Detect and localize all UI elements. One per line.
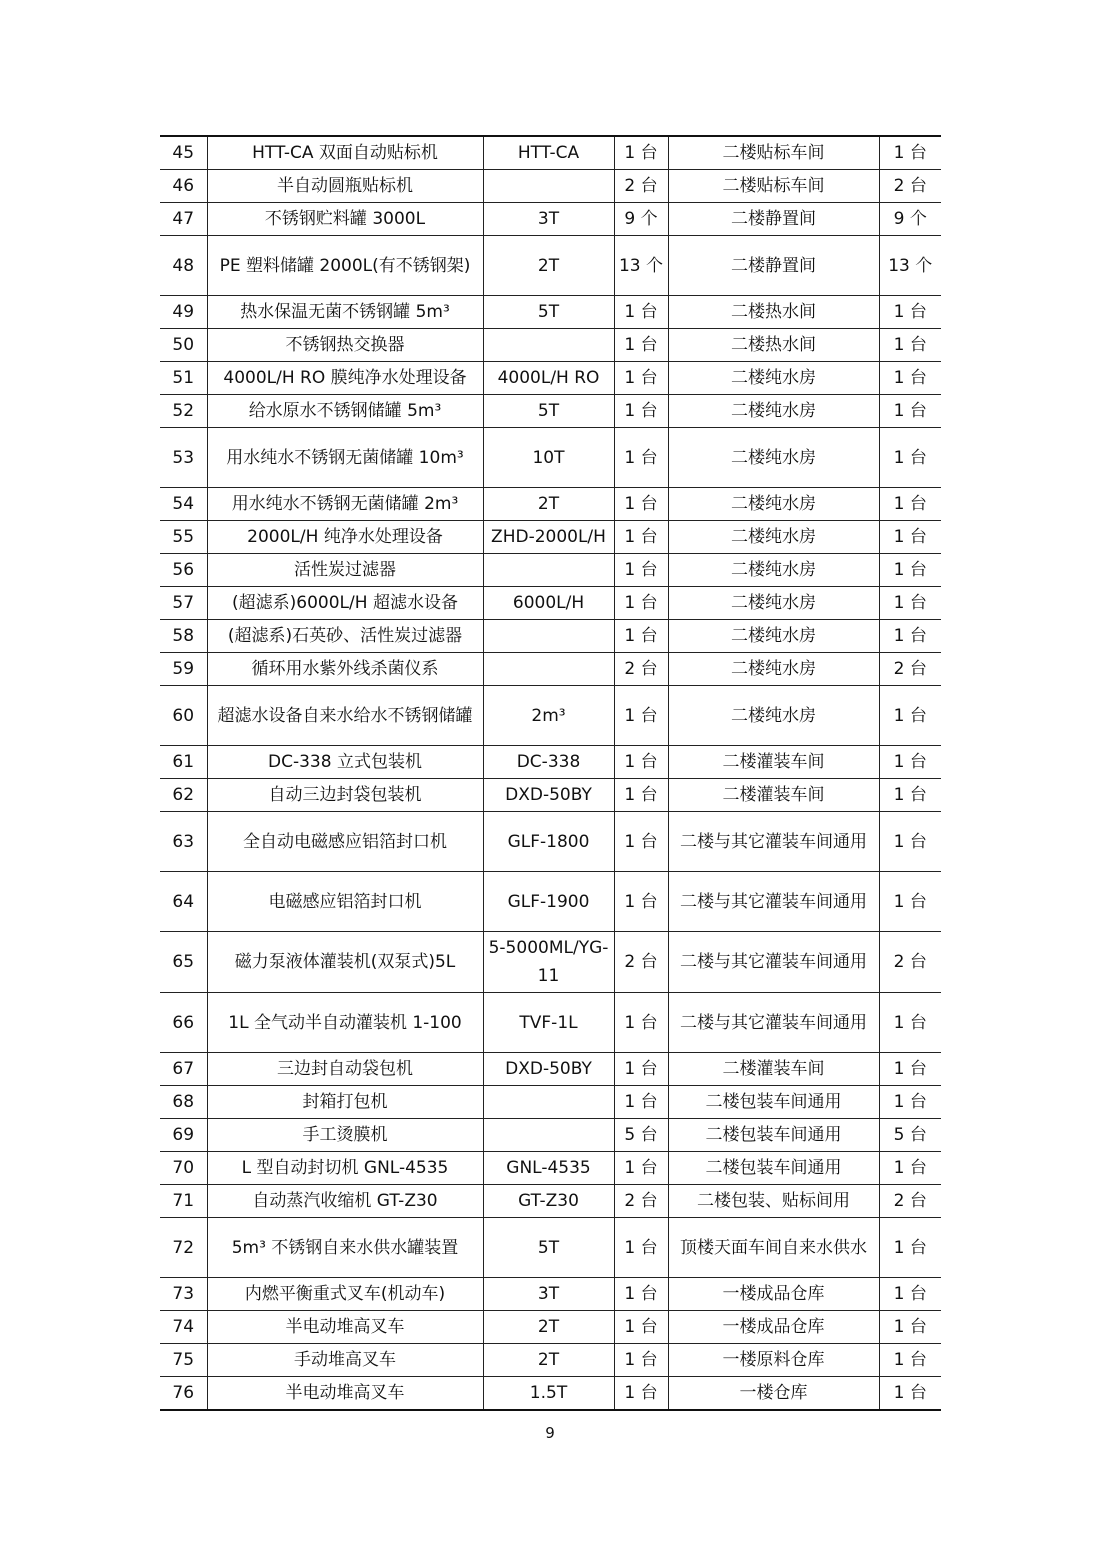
row-number: 64	[160, 872, 207, 932]
equipment-location: 二楼纯水房	[668, 488, 879, 521]
row-number: 67	[160, 1053, 207, 1086]
equipment-quantity: 5 台	[614, 1119, 668, 1152]
row-number: 52	[160, 395, 207, 428]
table-row	[160, 653, 941, 686]
equipment-name: 2000L/H 纯净水处理设备	[207, 521, 483, 554]
equipment-quantity: 1 台	[614, 395, 668, 428]
equipment-name: 用水纯水不锈钢无菌储罐 10m³	[207, 428, 483, 488]
equipment-quantity: 1 台	[614, 428, 668, 488]
row-number: 49	[160, 296, 207, 329]
equipment-location: 一楼成品仓库	[668, 1278, 879, 1311]
equipment-location: 二楼包装车间通用	[668, 1119, 879, 1152]
equipment-location: 顶楼天面车间自来水供水	[668, 1218, 879, 1278]
equipment-model: DC-338	[483, 746, 614, 779]
row-number: 74	[160, 1311, 207, 1344]
equipment-name: 5m³ 不锈钢自来水供水罐装置	[207, 1218, 483, 1278]
equipment-model: 5T	[483, 1218, 614, 1278]
equipment-name: 内燃平衡重式叉车(机动车)	[207, 1278, 483, 1311]
page-number: 9	[545, 1424, 555, 1442]
equipment-name: 半电动堆高叉车	[207, 1377, 483, 1411]
equipment-name: 用水纯水不锈钢无菌储罐 2m³	[207, 488, 483, 521]
equipment-quantity: 1 台	[614, 993, 668, 1053]
equipment-location: 二楼纯水房	[668, 620, 879, 653]
equipment-quantity: 1 台	[614, 1152, 668, 1185]
equipment-total: 1 台	[879, 395, 941, 428]
equipment-location: 一楼仓库	[668, 1377, 879, 1411]
equipment-location: 二楼与其它灌装车间通用	[668, 993, 879, 1053]
table-row	[160, 136, 941, 170]
equipment-location: 二楼热水间	[668, 296, 879, 329]
equipment-location: 二楼纯水房	[668, 686, 879, 746]
equipment-quantity: 1 台	[614, 1086, 668, 1119]
equipment-model: DXD-50BY	[483, 779, 614, 812]
equipment-name: 磁力泵液体灌装机(双泵式)5L	[207, 932, 483, 993]
equipment-location: 二楼纯水房	[668, 587, 879, 620]
row-number: 46	[160, 170, 207, 203]
table-row	[160, 296, 941, 329]
equipment-total: 2 台	[879, 1185, 941, 1218]
equipment-quantity: 1 台	[614, 812, 668, 872]
equipment-total: 1 台	[879, 587, 941, 620]
equipment-model: GLF-1900	[483, 872, 614, 932]
equipment-total: 1 台	[879, 1344, 941, 1377]
equipment-total: 1 台	[879, 1278, 941, 1311]
equipment-name: 活性炭过滤器	[207, 554, 483, 587]
equipment-model: HTT-CA	[483, 136, 614, 170]
equipment-total: 1 台	[879, 1152, 941, 1185]
equipment-quantity: 2 台	[614, 932, 668, 993]
row-number: 76	[160, 1377, 207, 1411]
table-row	[160, 554, 941, 587]
equipment-model: GLF-1800	[483, 812, 614, 872]
row-number: 73	[160, 1278, 207, 1311]
equipment-model: 6000L/H	[483, 587, 614, 620]
table-row	[160, 1344, 941, 1377]
equipment-name: 循环用水紫外线杀菌仪系	[207, 653, 483, 686]
equipment-model: 3T	[483, 203, 614, 236]
equipment-name: HTT-CA 双面自动贴标机	[207, 136, 483, 170]
equipment-model: 3T	[483, 1278, 614, 1311]
equipment-location: 二楼热水间	[668, 329, 879, 362]
table-row	[160, 329, 941, 362]
equipment-name: 给水原水不锈钢储罐 5m³	[207, 395, 483, 428]
equipment-total: 1 台	[879, 136, 941, 170]
table-row	[160, 1278, 941, 1311]
equipment-location: 二楼贴标车间	[668, 170, 879, 203]
equipment-model	[483, 170, 614, 203]
row-number: 48	[160, 236, 207, 296]
table-row	[160, 1185, 941, 1218]
equipment-model: 2T	[483, 1344, 614, 1377]
equipment-location: 二楼纯水房	[668, 554, 879, 587]
row-number: 63	[160, 812, 207, 872]
equipment-location: 二楼与其它灌装车间通用	[668, 932, 879, 993]
equipment-total: 1 台	[879, 746, 941, 779]
equipment-name: 自动蒸汽收缩机 GT-Z30	[207, 1185, 483, 1218]
equipment-model	[483, 620, 614, 653]
table-row	[160, 395, 941, 428]
equipment-quantity: 1 台	[614, 686, 668, 746]
equipment-location: 二楼静置间	[668, 203, 879, 236]
equipment-quantity: 9 个	[614, 203, 668, 236]
equipment-total: 1 台	[879, 620, 941, 653]
row-number: 75	[160, 1344, 207, 1377]
equipment-total: 1 台	[879, 872, 941, 932]
table-row	[160, 170, 941, 203]
equipment-name: 不锈钢贮料罐 3000L	[207, 203, 483, 236]
row-number: 53	[160, 428, 207, 488]
table-row	[160, 236, 941, 296]
equipment-model: GT-Z30	[483, 1185, 614, 1218]
equipment-total: 1 台	[879, 521, 941, 554]
equipment-location: 二楼与其它灌装车间通用	[668, 872, 879, 932]
equipment-model	[483, 1086, 614, 1119]
equipment-name: 封箱打包机	[207, 1086, 483, 1119]
equipment-name: 自动三边封袋包装机	[207, 779, 483, 812]
equipment-model: 1.5T	[483, 1377, 614, 1411]
equipment-name: 全自动电磁感应铝箔封口机	[207, 812, 483, 872]
equipment-quantity: 1 台	[614, 488, 668, 521]
equipment-model: DXD-50BY	[483, 1053, 614, 1086]
table-row	[160, 488, 941, 521]
equipment-total: 1 台	[879, 428, 941, 488]
row-number: 55	[160, 521, 207, 554]
row-number: 58	[160, 620, 207, 653]
equipment-quantity: 13 个	[614, 236, 668, 296]
equipment-location: 一楼原料仓库	[668, 1344, 879, 1377]
equipment-model: 2T	[483, 1311, 614, 1344]
table-row	[160, 1311, 941, 1344]
equipment-name: PE 塑料储罐 2000L(有不锈钢架)	[207, 236, 483, 296]
equipment-total: 1 台	[879, 686, 941, 746]
equipment-model	[483, 653, 614, 686]
table-row	[160, 1119, 941, 1152]
equipment-location: 二楼包装车间通用	[668, 1152, 879, 1185]
equipment-name: L 型自动封切机 GNL-4535	[207, 1152, 483, 1185]
equipment-quantity: 1 台	[614, 329, 668, 362]
equipment-total: 1 台	[879, 812, 941, 872]
equipment-name: (超滤系)6000L/H 超滤水设备	[207, 587, 483, 620]
equipment-quantity: 1 台	[614, 746, 668, 779]
equipment-model: 2T	[483, 488, 614, 521]
equipment-total: 1 台	[879, 329, 941, 362]
row-number: 60	[160, 686, 207, 746]
equipment-model: TVF-1L	[483, 993, 614, 1053]
equipment-location: 二楼纯水房	[668, 653, 879, 686]
equipment-quantity: 1 台	[614, 136, 668, 170]
equipment-quantity: 1 台	[614, 1278, 668, 1311]
table-row	[160, 521, 941, 554]
equipment-total: 1 台	[879, 362, 941, 395]
equipment-total: 1 台	[879, 1086, 941, 1119]
equipment-total: 2 台	[879, 932, 941, 993]
equipment-model	[483, 1119, 614, 1152]
equipment-name: 电磁感应铝箔封口机	[207, 872, 483, 932]
row-number: 45	[160, 136, 207, 170]
equipment-model: 10T	[483, 428, 614, 488]
equipment-location: 一楼成品仓库	[668, 1311, 879, 1344]
table-row	[160, 1218, 941, 1278]
equipment-table	[160, 135, 941, 1411]
equipment-location: 二楼贴标车间	[668, 136, 879, 170]
equipment-model	[483, 554, 614, 587]
row-number: 70	[160, 1152, 207, 1185]
table-row	[160, 428, 941, 488]
row-number: 50	[160, 329, 207, 362]
equipment-name: 1L 全气动半自动灌装机 1-100	[207, 993, 483, 1053]
equipment-model: 2m³	[483, 686, 614, 746]
equipment-total: 2 台	[879, 170, 941, 203]
equipment-model: 5T	[483, 395, 614, 428]
equipment-quantity: 1 台	[614, 1218, 668, 1278]
equipment-total: 5 台	[879, 1119, 941, 1152]
equipment-quantity: 1 台	[614, 554, 668, 587]
equipment-quantity: 1 台	[614, 521, 668, 554]
row-number: 57	[160, 587, 207, 620]
table-row	[160, 993, 941, 1053]
row-number: 56	[160, 554, 207, 587]
table-row	[160, 932, 941, 993]
table-row	[160, 779, 941, 812]
table-row	[160, 587, 941, 620]
equipment-name: 不锈钢热交换器	[207, 329, 483, 362]
equipment-total: 1 台	[879, 993, 941, 1053]
equipment-quantity: 1 台	[614, 1344, 668, 1377]
row-number: 72	[160, 1218, 207, 1278]
table-row	[160, 686, 941, 746]
equipment-model: ZHD-2000L/H	[483, 521, 614, 554]
row-number: 65	[160, 932, 207, 993]
row-number: 59	[160, 653, 207, 686]
row-number: 47	[160, 203, 207, 236]
table-row	[160, 1086, 941, 1119]
equipment-model: 4000L/H RO	[483, 362, 614, 395]
table-row	[160, 620, 941, 653]
row-number: 61	[160, 746, 207, 779]
equipment-model: 5-5000ML/YG-11	[483, 932, 614, 993]
table-row	[160, 1152, 941, 1185]
equipment-quantity: 2 台	[614, 170, 668, 203]
equipment-quantity: 1 台	[614, 620, 668, 653]
equipment-location: 二楼纯水房	[668, 521, 879, 554]
equipment-name: (超滤系)石英砂、活性炭过滤器	[207, 620, 483, 653]
row-number: 68	[160, 1086, 207, 1119]
equipment-total: 1 台	[879, 554, 941, 587]
equipment-location: 二楼纯水房	[668, 395, 879, 428]
row-number: 54	[160, 488, 207, 521]
table-row	[160, 1377, 941, 1411]
equipment-total: 1 台	[879, 488, 941, 521]
table-row	[160, 1053, 941, 1086]
equipment-name: 三边封自动袋包机	[207, 1053, 483, 1086]
equipment-location: 二楼灌装车间	[668, 746, 879, 779]
row-number: 71	[160, 1185, 207, 1218]
equipment-location: 二楼与其它灌装车间通用	[668, 812, 879, 872]
equipment-name: 手动堆高叉车	[207, 1344, 483, 1377]
equipment-quantity: 2 台	[614, 1185, 668, 1218]
row-number: 66	[160, 993, 207, 1053]
equipment-total: 2 台	[879, 653, 941, 686]
row-number: 62	[160, 779, 207, 812]
equipment-location: 二楼纯水房	[668, 428, 879, 488]
equipment-name: 手工烫膜机	[207, 1119, 483, 1152]
equipment-total: 9 个	[879, 203, 941, 236]
equipment-total: 1 台	[879, 779, 941, 812]
table-row	[160, 362, 941, 395]
equipment-quantity: 1 台	[614, 1311, 668, 1344]
equipment-table-body	[160, 136, 941, 1410]
equipment-name: DC-338 立式包装机	[207, 746, 483, 779]
equipment-location: 二楼灌装车间	[668, 779, 879, 812]
equipment-model: GNL-4535	[483, 1152, 614, 1185]
row-number: 51	[160, 362, 207, 395]
equipment-total: 13 个	[879, 236, 941, 296]
equipment-quantity: 1 台	[614, 1377, 668, 1411]
table-row	[160, 203, 941, 236]
equipment-total: 1 台	[879, 296, 941, 329]
equipment-quantity: 1 台	[614, 587, 668, 620]
equipment-quantity: 1 台	[614, 1053, 668, 1086]
table-row	[160, 872, 941, 932]
row-number: 69	[160, 1119, 207, 1152]
equipment-name: 半自动圆瓶贴标机	[207, 170, 483, 203]
equipment-quantity: 2 台	[614, 653, 668, 686]
equipment-quantity: 1 台	[614, 872, 668, 932]
equipment-total: 1 台	[879, 1218, 941, 1278]
equipment-name: 4000L/H RO 膜纯净水处理设备	[207, 362, 483, 395]
equipment-total: 1 台	[879, 1311, 941, 1344]
equipment-model: 2T	[483, 236, 614, 296]
equipment-name: 超滤水设备自来水给水不锈钢储罐	[207, 686, 483, 746]
equipment-location: 二楼纯水房	[668, 362, 879, 395]
equipment-name: 热水保温无菌不锈钢罐 5m³	[207, 296, 483, 329]
equipment-location: 二楼灌装车间	[668, 1053, 879, 1086]
table-row	[160, 746, 941, 779]
equipment-quantity: 1 台	[614, 779, 668, 812]
equipment-model	[483, 329, 614, 362]
equipment-total: 1 台	[879, 1053, 941, 1086]
table-row	[160, 812, 941, 872]
equipment-total: 1 台	[879, 1377, 941, 1411]
equipment-location: 二楼包装、贴标间用	[668, 1185, 879, 1218]
equipment-location: 二楼包装车间通用	[668, 1086, 879, 1119]
equipment-model: 5T	[483, 296, 614, 329]
equipment-quantity: 1 台	[614, 362, 668, 395]
equipment-quantity: 1 台	[614, 296, 668, 329]
equipment-name: 半电动堆高叉车	[207, 1311, 483, 1344]
equipment-location: 二楼静置间	[668, 236, 879, 296]
